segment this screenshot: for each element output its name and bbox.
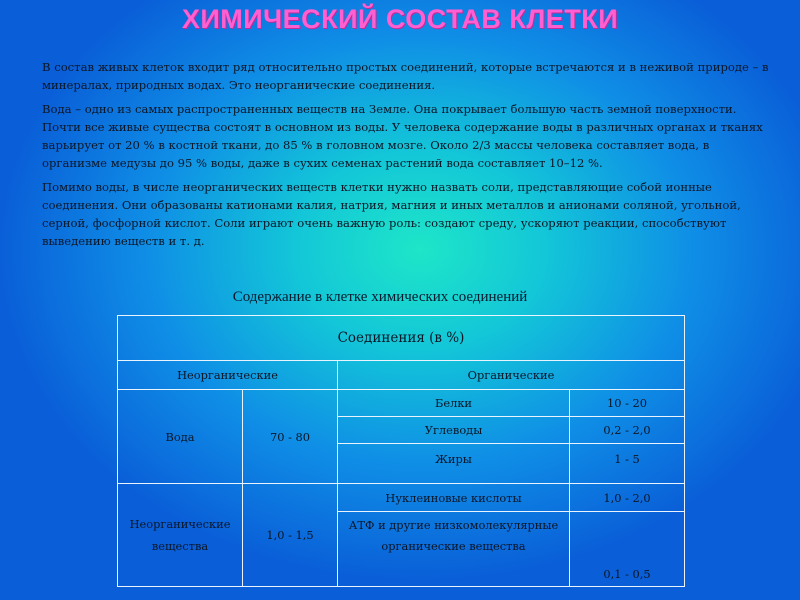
paragraph: Вода – одно из самых распространенных веществ на Земле. Она покрывает большую часть земной поверхности. Почти все живые существа состоят в основном из воды. У человека содержание воды в различных органах и тканях варьирует от 20 % в костной ткани, до 85 % в головном мозге. Около 2/3 массы человека составляет вода, в организме медузы до 95 % воды, даже в сухих семенах растений вода составляет 10–12 %.: [42, 102, 763, 170]
organic-value-cell: 1 - 5: [570, 444, 685, 484]
page-title: ХИМИЧЕСКИЙ СОСТАВ КЛЕТКИ: [181, 4, 619, 34]
inorganic-value-cell: 70 - 80: [243, 390, 338, 484]
inorganic-name-cell: Неорганические вещества: [118, 484, 243, 587]
organic-name-cell: Белки: [338, 390, 570, 417]
paragraph: В состав живых клеток входит ряд относительно простых соединений, которые встречаются и в неживой природе – в минералах, природных водах. Это неорганические соединения.: [42, 60, 769, 92]
organic-value-cell: 0,1 - 0,5: [570, 512, 685, 587]
organic-name-cell: АТФ и другие низкомолекулярные органические вещества: [338, 512, 570, 587]
organic-name-cell: Нуклеиновые кислоты: [338, 484, 570, 512]
organic-value-cell: 0,2 - 2,0: [570, 417, 685, 444]
inorganic-name-cell: Вода: [118, 390, 243, 484]
table-header: Соединения (в %): [118, 316, 685, 361]
organic-value-cell: 1,0 - 2,0: [570, 484, 685, 512]
group-organic: Органические: [338, 361, 685, 390]
inorganic-value-cell: 1,0 - 1,5: [243, 484, 338, 587]
paragraph: Помимо воды, в числе неорганических веществ клетки нужно назвать соли, представляющие собой ионные соединения. Они образованы катионами калия, натрия, магния и иных металлов и анионами соляной, угольной, серной, фосфорной кислот. Соли играют очень важную роль: создают среду, ускоряют реакции, способствуют выведению веществ и т. д.: [42, 180, 741, 248]
organic-name-cell: Жиры: [338, 444, 570, 484]
group-inorganic: Неорганические: [118, 361, 338, 390]
organic-name-cell: Углеводы: [338, 417, 570, 444]
compounds-table: [117, 315, 685, 587]
intro-text: [42, 58, 772, 256]
organic-value-cell: 10 - 20: [570, 390, 685, 417]
table-caption: Содержание в клетке химических соединений: [232, 289, 528, 305]
